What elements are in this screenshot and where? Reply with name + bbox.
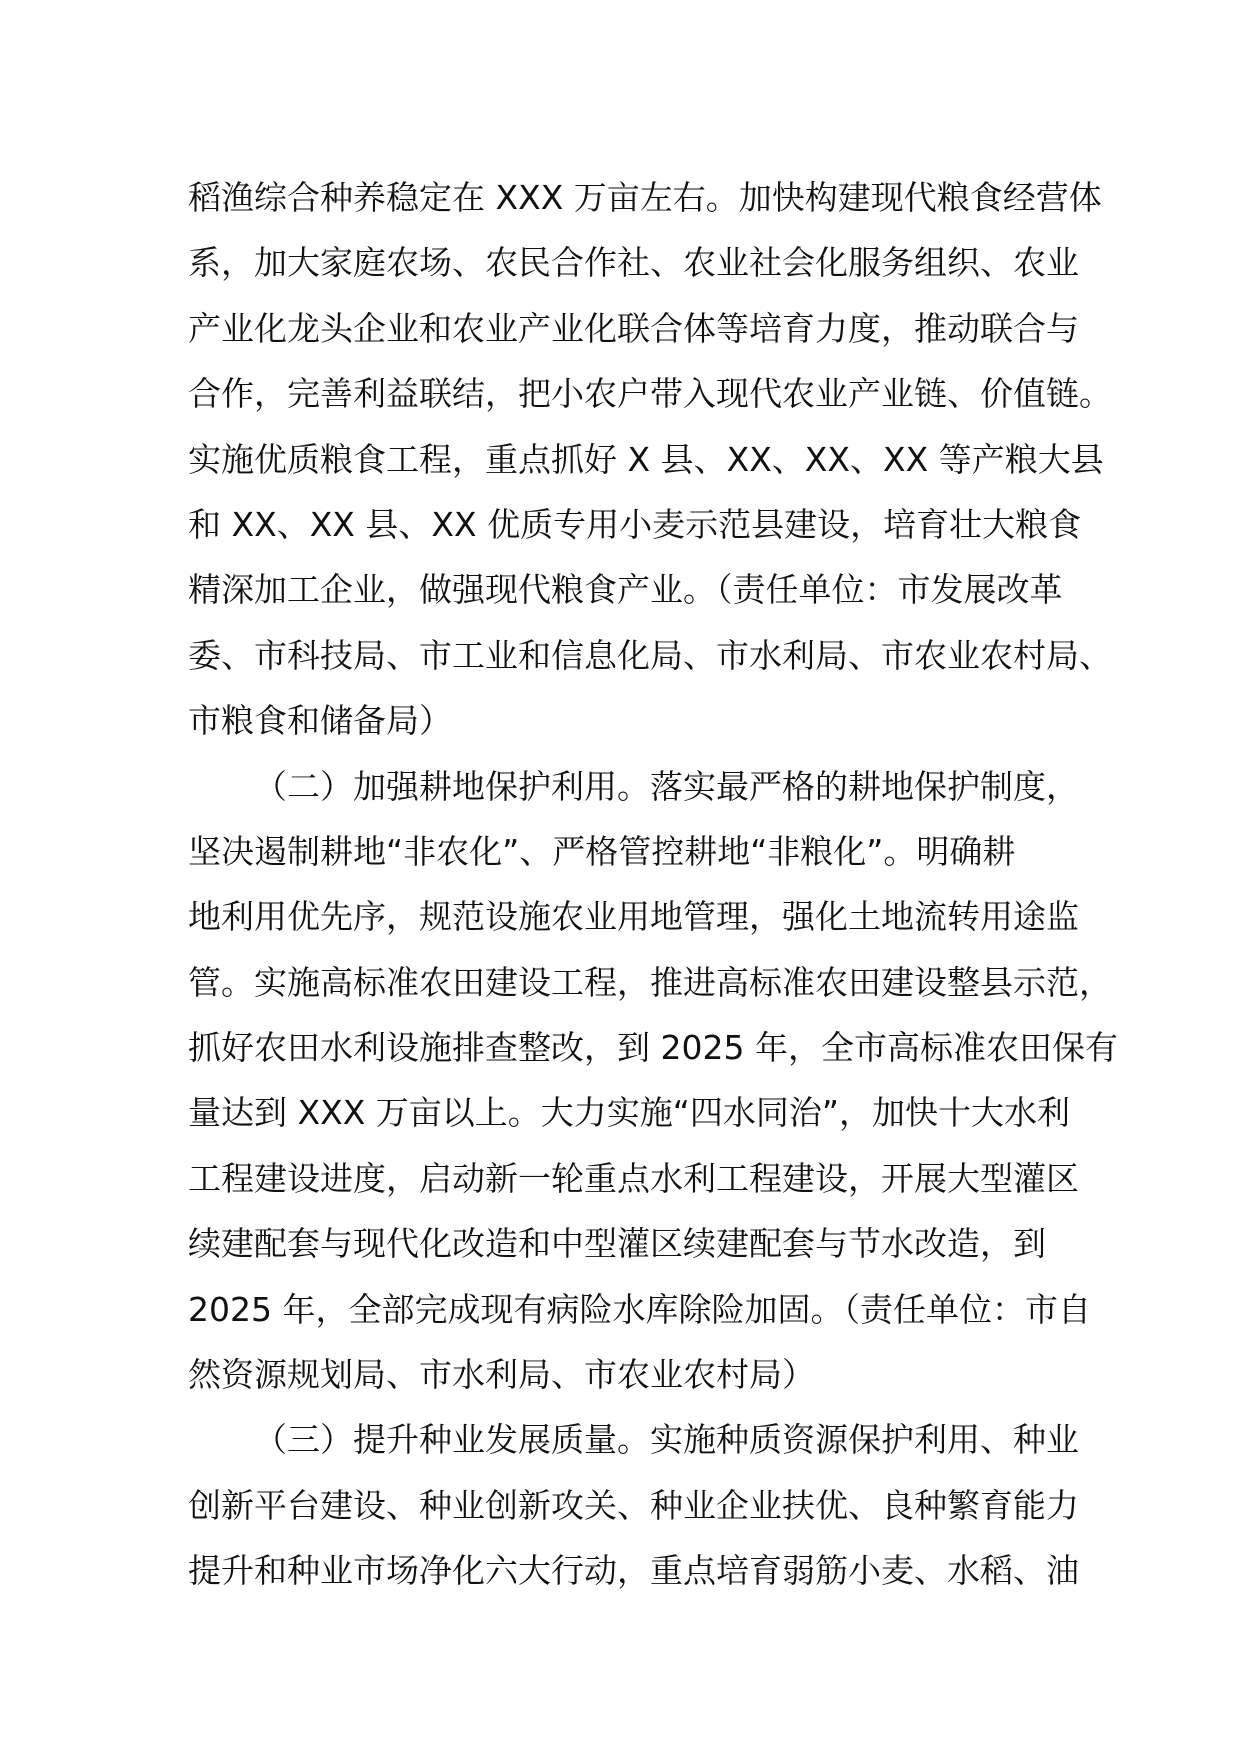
text-line: 工程建设进度，启动新一轮重点水利工程建设，开展大型灌区 [188, 1158, 1079, 1198]
text-line: 抓好农田水利设施排查整改，到 2025 年，全市高标准农田保有 [188, 1028, 1118, 1068]
text-line: 市粮食和储备局） [188, 701, 452, 741]
text-line: 和 XX、XX 县、XX 优质专用小麦示范县建设，培育壮大粮食 [188, 504, 1082, 544]
text-line: 稻渔综合种养稳定在 XXX 万亩左右。加快构建现代粮食经营体 [188, 178, 1102, 217]
text-line: 坚决遏制耕地“非农化”、严格管控耕地“非粮化”。明确耕 [188, 831, 1016, 871]
text-line: 地利用优先序，规范设施农业用地管理，强化土地流转用途监 [188, 897, 1079, 937]
document-body [188, 165, 1118, 1604]
section-heading-line: （三）提升种业发展质量。实施种质资源保护利用、种业 [254, 1420, 1079, 1460]
text-line: 续建配套与现代化改造和中型灌区续建配套与节水改造，到 [188, 1224, 1046, 1264]
text-line: 管。实施高标准农田建设工程，推进高标准农田建设整县示范， [188, 962, 1112, 1002]
text-line: 系，加大家庭农场、农民合作社、农业社会化服务组织、农业 [188, 243, 1079, 283]
text-line: 然资源规划局、市水利局、市农业农村局） [188, 1355, 815, 1395]
text-line: 2025 年，全部完成现有病险水库除险加固。（责任单位：市自 [188, 1289, 1091, 1329]
text-line: 产业化龙头企业和农业产业化联合体等培育力度，推动联合与 [188, 308, 1079, 348]
text-line: 合作，完善利益联结，把小农户带入现代农业产业链、价值链。 [188, 374, 1112, 414]
section-heading-line: （二）加强耕地保护利用。落实最严格的耕地保护制度， [254, 766, 1079, 806]
text-line: 创新平台建设、种业创新攻关、种业企业扶优、良种繁育能力 [188, 1485, 1079, 1525]
text-line: 实施优质粮食工程，重点抓好 X 县、XX、XX、XX 等产粮大县 [188, 439, 1104, 479]
text-line: 量达到 XXX 万亩以上。大力实施“四水同治”，加快十大水利 [188, 1093, 1070, 1133]
text-line: 委、市科技局、市工业和信息化局、市水利局、市农业农村局、 [188, 635, 1112, 675]
text-line: 精深加工企业，做强现代粮食产业。（责任单位：市发展改革 [188, 570, 1063, 610]
text-line: 提升和种业市场净化六大行动，重点培育弱筋小麦、水稻、油 [188, 1551, 1079, 1591]
